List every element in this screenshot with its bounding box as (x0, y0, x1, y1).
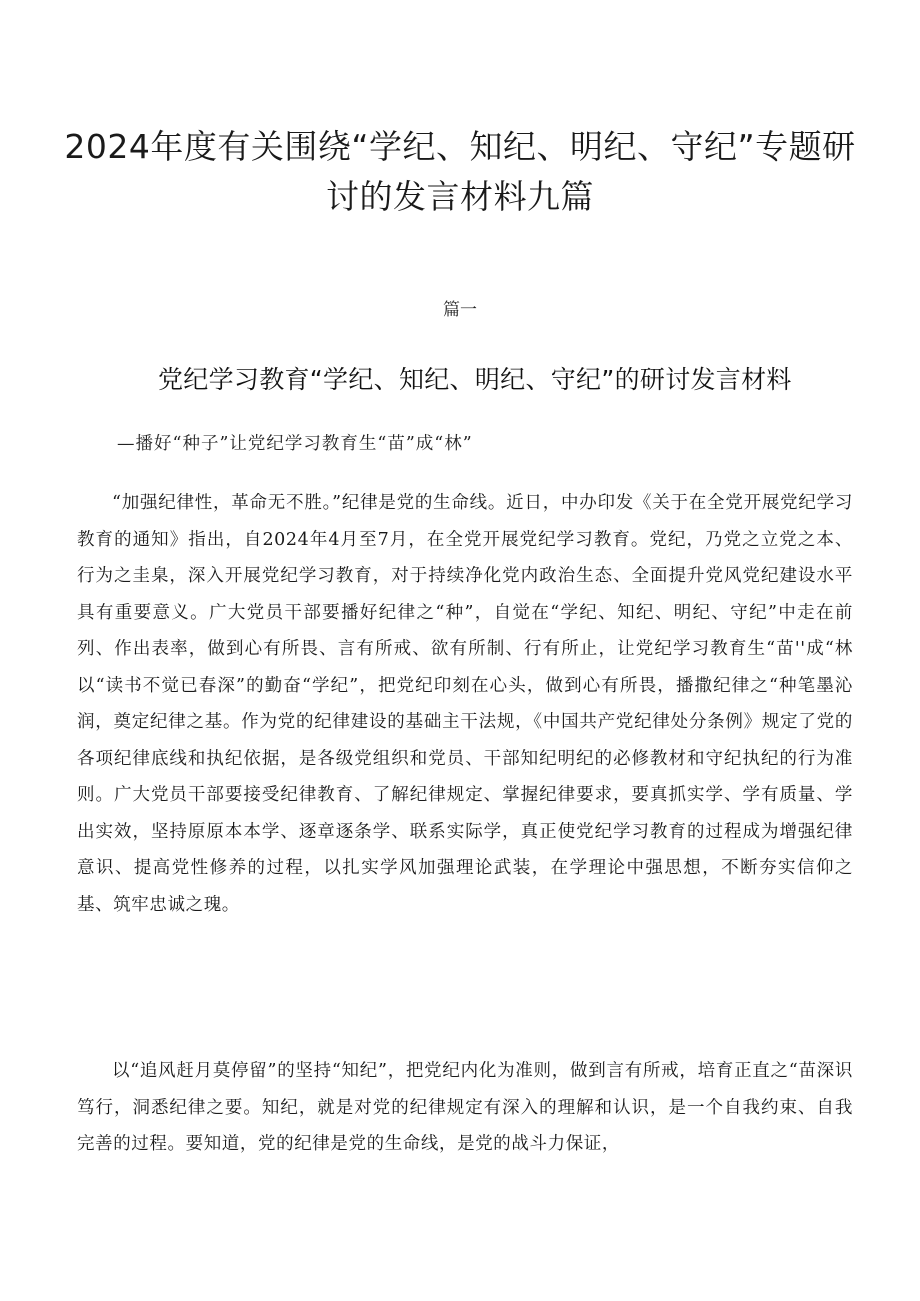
section-subtitle: —播好“种子”让党纪学习教育生“苗”成“林” (117, 434, 473, 454)
document-title: 2024年度有关围绕“学纪、知纪、明纪、守纪”专题研讨的发言材料九篇 (64, 127, 856, 216)
section-label: 篇一 (443, 300, 477, 320)
section-heading: 党纪学习教育“学纪、知纪、明纪、守纪”的研讨发言材料 (158, 365, 792, 394)
body-paragraph: 以“追风赶月莫停留”的坚持“知纪”，把党纪内化为准则，做到言有所戒，培育正直之“苗深识笃行，洞悉纪律之要。知纪，就是对党的纪律规定有深入的理解和认识，是一个自我约束、自我完善的过程。要知道，党的纪律是党的生命线，是党的战斗力保证， (77, 1061, 853, 1154)
body-paragraph: “加强纪律性，革命无不胜。”纪律是党的生命线。近日，中办印发《关于在全党开展党纪学习教育的通知》指出，自2024年4月至7月，在全党开展党纪学习教育。党纪，乃党之立党之本、行为之圭臬，深入开展党纪学习教育，对于持续净化党内政治生态、全面提升党风党纪建设水平具有重要意义。广大党员干部要播好纪律之“种”，自觉在“学纪、知纪、明纪、守纪”中走在前列、作出表率，做到心有所畏、言有所戒、欲有所制、行有所止，让党纪学习教育生“苗''成“林以“读书不觉已春深”的勤奋“学纪”，把党纪印刻在心头，做到心有所畏，播撒纪律之“种笔墨沁润，奠定纪律之基。作为党的纪律建设的基础主干法规，《中国共产党纪律处分条例》规定了党的各项纪律底线和执纪依据，是各级党组织和党员、干部知纪明纪的必修教材和守纪执纪的行为准则。广大党员干部要接受纪律教育、了解纪律规定、掌握纪律要求，要真抓实学、学有质量、学出实效，坚持原原本本学、逐章逐条学、联系实际学，真正使党纪学习教育的过程成为增强纪律意识、提高党性修养的过程，以扎实学风加强理论武装，在学理论中强思想，不断夯实信仰之基、筑牢忠诚之瑰。 (77, 493, 853, 915)
